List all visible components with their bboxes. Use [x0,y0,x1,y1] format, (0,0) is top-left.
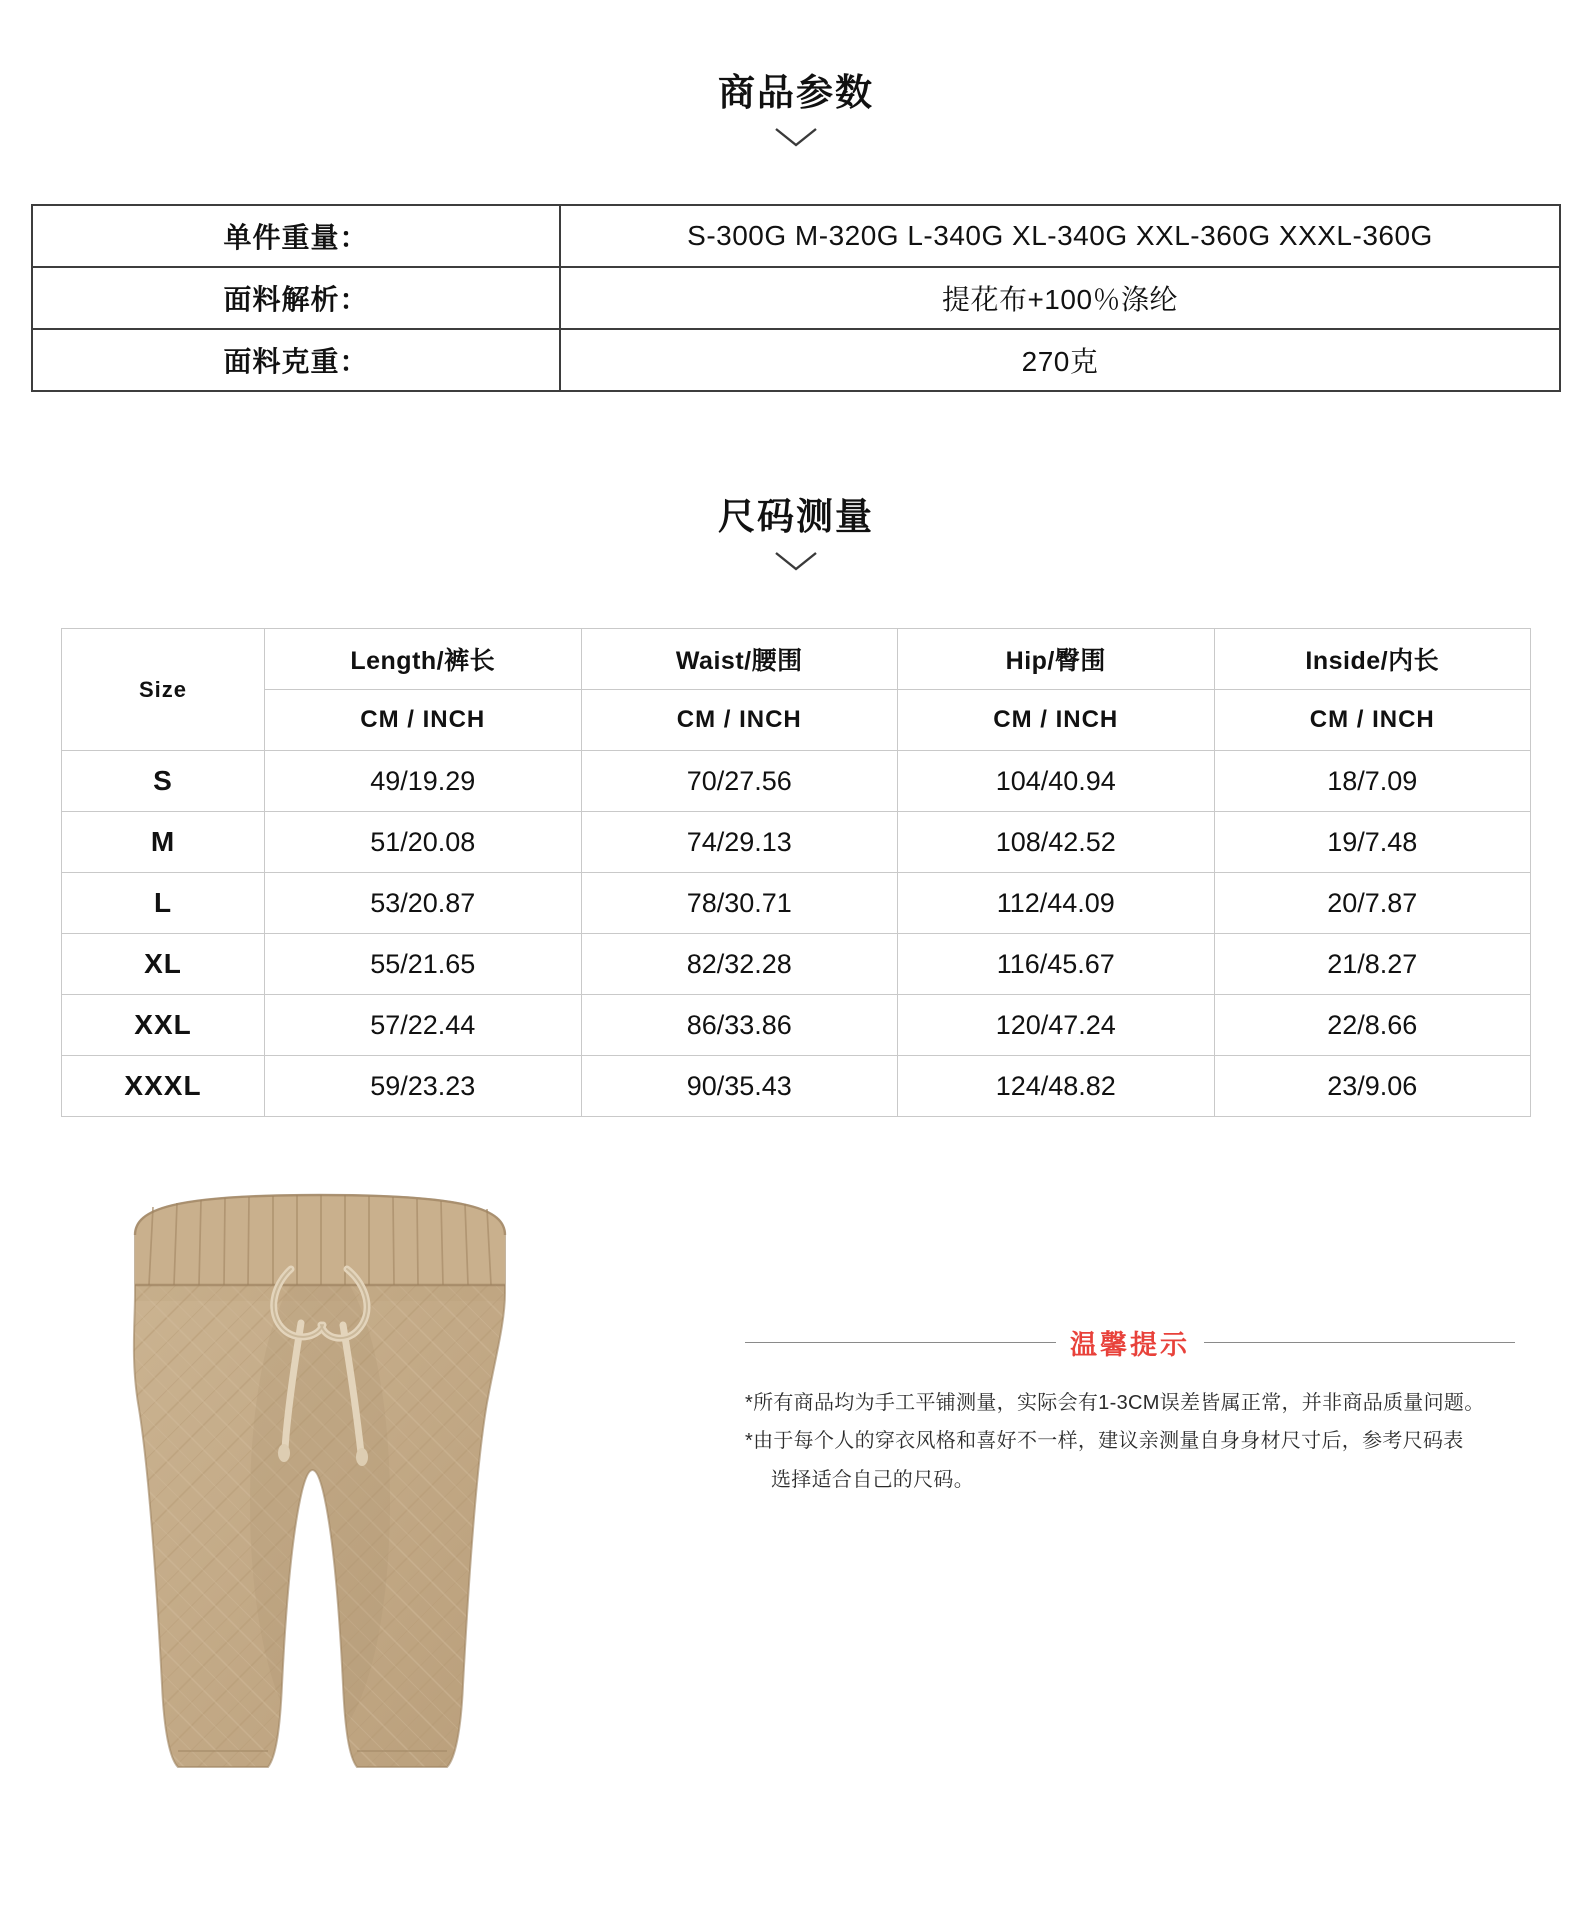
unit-header-waist: CM / INCH [581,690,898,751]
cell-waist: 90/35.43 [581,1056,898,1117]
tips-line-3: 选择适合自己的尺码。 [771,1468,974,1491]
cell-hip: 108/42.52 [898,812,1215,873]
param-value: S-300G M-320G L-340G XL-340G XXL-360G XXXL-360G [560,205,1560,267]
cell-inside: 23/9.06 [1214,1056,1531,1117]
cell-hip: 116/45.67 [898,934,1215,995]
row-size-label: XL [62,934,265,995]
cell-waist: 70/27.56 [581,751,898,812]
page-title-product-params: 商品参数 [718,72,874,113]
divider-left [745,1342,1056,1343]
table-header-row-units [62,690,1531,751]
param-value: 提花布+100％涤纶 [560,267,1560,329]
row-size-label: XXL [62,995,265,1056]
tips-body [745,1386,1515,1497]
row-size-label: XXXL [62,1056,265,1117]
cell-inside: 21/8.27 [1214,934,1531,995]
cell-length: 53/20.87 [265,873,582,934]
cell-hip: 124/48.82 [898,1056,1215,1117]
cell-waist: 86/33.86 [581,995,898,1056]
tips-title-row [745,1323,1515,1362]
row-size-label: S [62,751,265,812]
table-row [32,267,1560,329]
cell-length: 51/20.08 [265,812,582,873]
row-size-label: L [62,873,265,934]
cell-inside: 18/7.09 [1214,751,1531,812]
table-row [62,873,1531,934]
unit-header-hip: CM / INCH [898,690,1215,751]
column-header-hip: Hip/臀围 [898,629,1215,690]
cell-length: 49/19.29 [265,751,582,812]
size-chart-heading-block [0,392,1592,572]
table-row [32,329,1560,391]
param-label: 面料克重： [32,329,560,391]
column-header-inside: Inside/内长 [1214,629,1531,690]
chevron-down-icon [773,550,819,572]
table-row [62,995,1531,1056]
table-row [62,812,1531,873]
page-title-size-measurement: 尺码测量 [718,496,874,537]
unit-header-inside: CM / INCH [1214,690,1531,751]
cell-hip: 120/47.24 [898,995,1215,1056]
size-measurement-table [61,628,1531,1117]
cell-length: 59/23.23 [265,1056,582,1117]
cell-waist: 74/29.13 [581,812,898,873]
bottom-section [0,1173,1592,1813]
tips-title: 温馨提示 [1070,1330,1190,1360]
product-params-heading-block [0,0,1592,148]
table-row [32,205,1560,267]
tips-line-1: *所有商品均为手工平铺测量，实际会有1-3CM误差皆属正常，并非商品质量问题。 [745,1392,1485,1414]
cell-length: 57/22.44 [265,995,582,1056]
cell-waist: 82/32.28 [581,934,898,995]
row-size-label: M [62,812,265,873]
chevron-down-icon [773,126,819,148]
param-label: 单件重量： [32,205,560,267]
table-header-row-groups [62,629,1531,690]
table-row [62,1056,1531,1117]
cell-inside: 22/8.66 [1214,995,1531,1056]
cell-hip: 112/44.09 [898,873,1215,934]
table-row [62,751,1531,812]
cell-length: 55/21.65 [265,934,582,995]
param-label: 面料解析： [32,267,560,329]
divider-right [1204,1342,1515,1343]
param-value: 270克 [560,329,1560,391]
cell-inside: 19/7.48 [1214,812,1531,873]
size-column-header: Size [62,629,265,751]
cell-waist: 78/30.71 [581,873,898,934]
cell-hip: 104/40.94 [898,751,1215,812]
column-header-waist: Waist/腰围 [581,629,898,690]
unit-header-length: CM / INCH [265,690,582,751]
product-params-table [31,204,1561,392]
table-row [62,934,1531,995]
tips-line-2: *由于每个人的穿衣风格和喜好不一样，建议亲测量自身身材尺寸后，参考尺码表 [745,1430,1464,1453]
product-photo-shorts [95,1173,545,1803]
cell-inside: 20/7.87 [1214,873,1531,934]
tips-block [745,1323,1515,1501]
column-header-length: Length/裤长 [265,629,582,690]
